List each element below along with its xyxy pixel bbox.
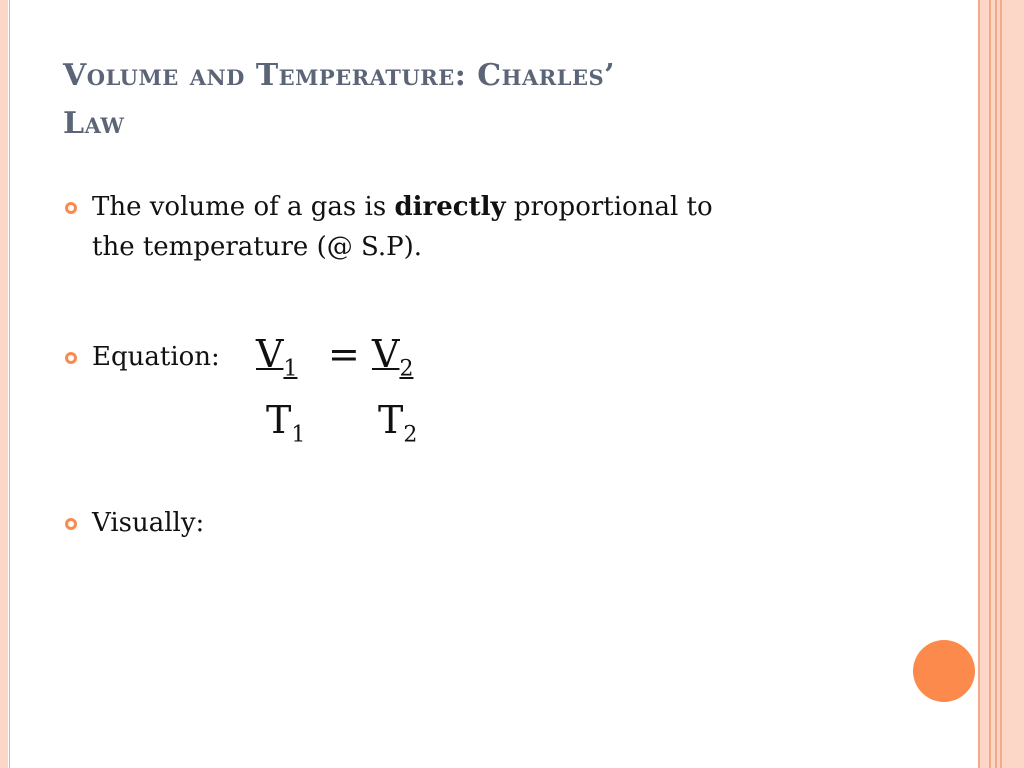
definition-emphasis: directly xyxy=(394,192,506,222)
v2-symbol: V xyxy=(372,332,400,376)
equation-t1 xyxy=(266,400,305,456)
slide-title xyxy=(63,52,943,148)
v1-symbol: V xyxy=(256,332,284,376)
bullet-definition xyxy=(92,187,713,267)
equation-v2 xyxy=(372,334,413,390)
t1-subscript: 1 xyxy=(291,422,306,448)
definition-text: The volume of a gas is xyxy=(92,192,395,222)
equation-v1 xyxy=(256,334,297,390)
t2-symbol: T xyxy=(378,398,404,442)
bullet-icon xyxy=(65,518,77,530)
equation-label: Equation: xyxy=(92,342,220,372)
t2-subscript: 2 xyxy=(403,422,418,448)
decorative-circle xyxy=(913,640,975,702)
right-border-band xyxy=(980,0,989,768)
t1-symbol: T xyxy=(266,398,292,442)
v2-subscript: 2 xyxy=(399,356,414,382)
bullet-icon xyxy=(65,352,77,364)
slide-title-line2: Law xyxy=(63,106,125,141)
left-border-band xyxy=(0,0,8,768)
slide-title-line1: Volume and Temperature: Charles’ xyxy=(63,58,616,93)
right-border-band xyxy=(1002,0,1024,768)
v1-subscript: 1 xyxy=(283,356,298,382)
equation-t2 xyxy=(378,400,417,456)
left-border-line xyxy=(9,0,10,768)
visually-label: Visually: xyxy=(92,508,205,538)
definition-text: the temperature (@ S.P). xyxy=(92,232,423,262)
definition-text: proportional to xyxy=(505,192,713,222)
bullet-icon xyxy=(65,202,77,214)
equation-equals: = xyxy=(328,332,360,376)
